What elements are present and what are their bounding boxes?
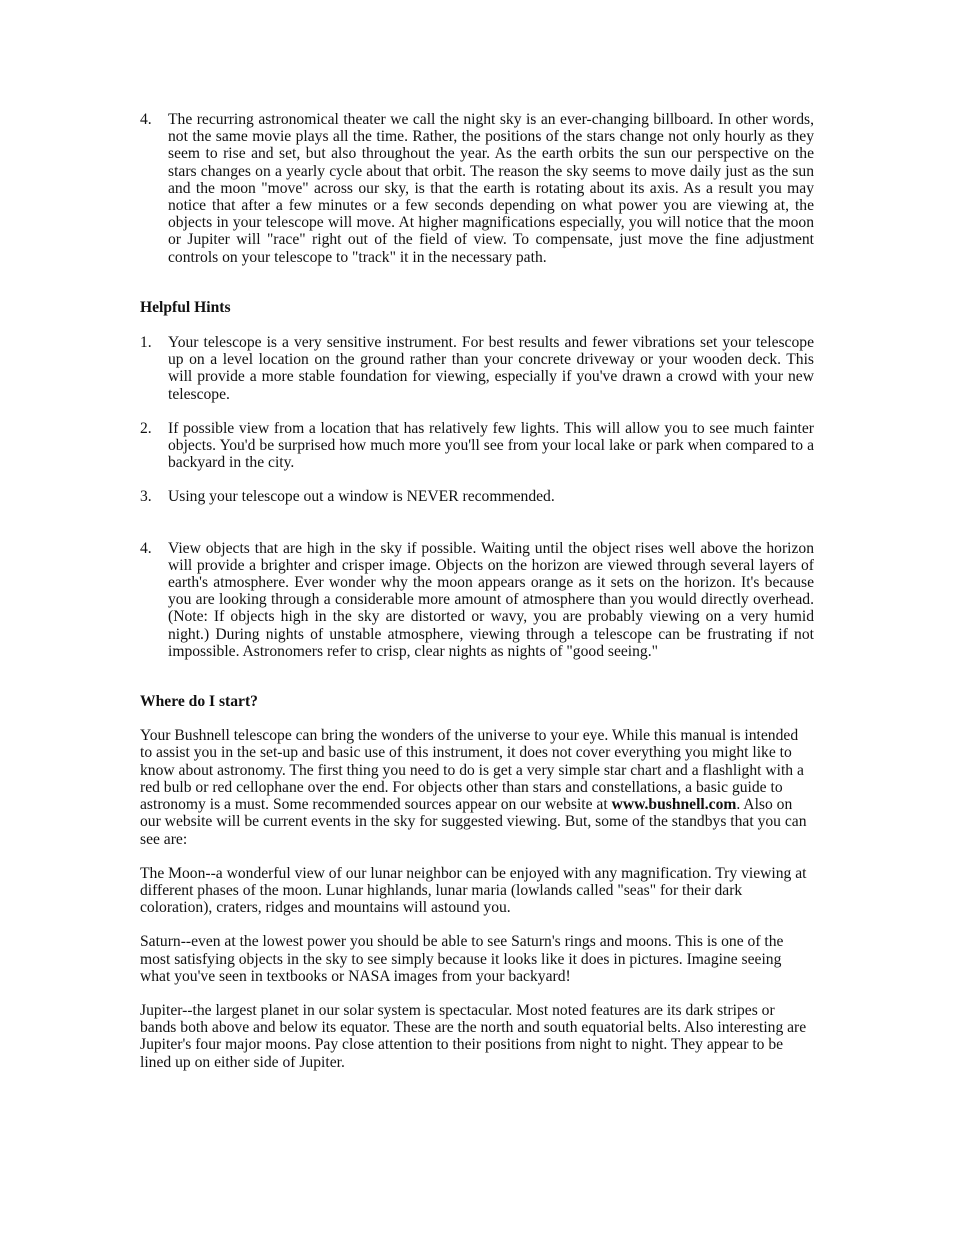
list-item-text: The recurring astronomical theater we call the night sky is an ever-changing billboard. In other words, not the same movie plays all the time. Rather, the positions of the stars change not only hourly as they seem to rise and set, but also throughout the year. As the earth orbits the sun our perspective on the stars changes on a yearly cycle about that orbit. The reason the sky seems to move daily just as the sun and the moon "move" across our sky, is that the earth is rotating about its axis. As a result you may notice that after a few minutes or a few seconds depending on what power you are viewing at, the objects in your telescope will move. At higher magnifications especially, you will notice that the moon or Jupiter will "race" right out of the field of view. To compensate, just move the fine adjustment controls on your telescope to "track" it in the necessary path. [168, 111, 814, 266]
list-number: 1. [140, 334, 152, 352]
hint-item-3 [140, 488, 814, 505]
where-do-i-start-heading: Where do I start? [140, 693, 258, 711]
list-number: 2. [140, 419, 152, 437]
start-intro-paragraph [140, 727, 814, 847]
intro-list-item-4 [140, 111, 814, 266]
list-item-text: Your telescope is a very sensitive instrument. For best results and fewer vibrations set your telescope up on a level location on the ground rather than your concrete driveway or your wooden deck. This will provide a more stable foundation for viewing, especially if you've drawn a crowd with your new telescope. [168, 334, 814, 403]
manual-page [140, 111, 814, 1071]
moon-paragraph: The Moon--a wonderful view of our lunar neighbor can be enjoyed with any magnification. Try viewing at different phases of the moon. Lunar highlands, lunar maria (lowlands called "seas" for their dark coloration), craters, ridges and mountains will astound you. [140, 864, 807, 917]
hint-item-1 [140, 334, 814, 403]
list-number: 4. [140, 111, 152, 128]
hint-item-2 [140, 420, 814, 472]
list-item-text: If possible view from a location that has relatively few lights. This will allow you to see much fainter objects. You'd be surprised how much more you'll see from your local lake or park when compared to a backyard in the city. [168, 419, 814, 472]
list-item-text: Using your telescope out a window is NEVER recommended. [168, 488, 555, 506]
helpful-hints-heading: Helpful Hints [140, 298, 231, 316]
hint-item-4 [140, 540, 814, 660]
website-link[interactable]: www.bushnell.com [611, 796, 737, 814]
list-item-text: View objects that are high in the sky if possible. Waiting until the object rises well above the horizon will provide a brighter and crisper image. Objects on the horizon are viewed through several layers of earth's atmosphere. Ever wonder why the moon appears orange as it sets on the horizon. It's because you are looking through a considerable more amount of atmosphere than you would directly overhead. (Note: If objects high in the sky are distorted or wavy, you are probably viewing on a very humid night.) During nights of unstable atmosphere, viewing through a telescope can be frustrating if not impossible. Astronomers refer to crisp, clear nights as nights of "good seeing." [168, 539, 814, 660]
saturn-paragraph: Saturn--even at the lowest power you should be able to see Saturn's rings and moons. This is one of the most satisfying objects in the sky to see simply because it looks like it does in pictures. Imagine seeing what you've seen in textbooks or NASA images from your backyard! [140, 933, 784, 985]
list-number: 4. [140, 539, 152, 557]
jupiter-paragraph: Jupiter--the largest planet in our solar system is spectacular. Most noted features are its dark stripes or bands both above and below its equator. These are the north and south equatorial belts. Also interesting are Jupiter's four major moons. Pay close attention to their positions from night to night. They appear to be lined up on either side of Jupiter. [140, 1001, 807, 1071]
intro-text-after: . Also on our website will be current events in the sky for suggested viewing. But, some of the standbys that you can see are: [140, 796, 807, 848]
list-number: 3. [140, 488, 152, 506]
intro-text-before: Your Bushnell telescope can bring the wonders of the universe to your eye. While this manual is intended to assist you in the set-up and basic use of this instrument, it does not cover everything you might like to know about astronomy. The first thing you need to do is get a very simple star chart and a flashlight with a red bulb or red cellophane over the end. For objects other than stars and constellations, a basic guide to astronomy is a must. Some recommended sources appear on our website at [140, 727, 804, 814]
